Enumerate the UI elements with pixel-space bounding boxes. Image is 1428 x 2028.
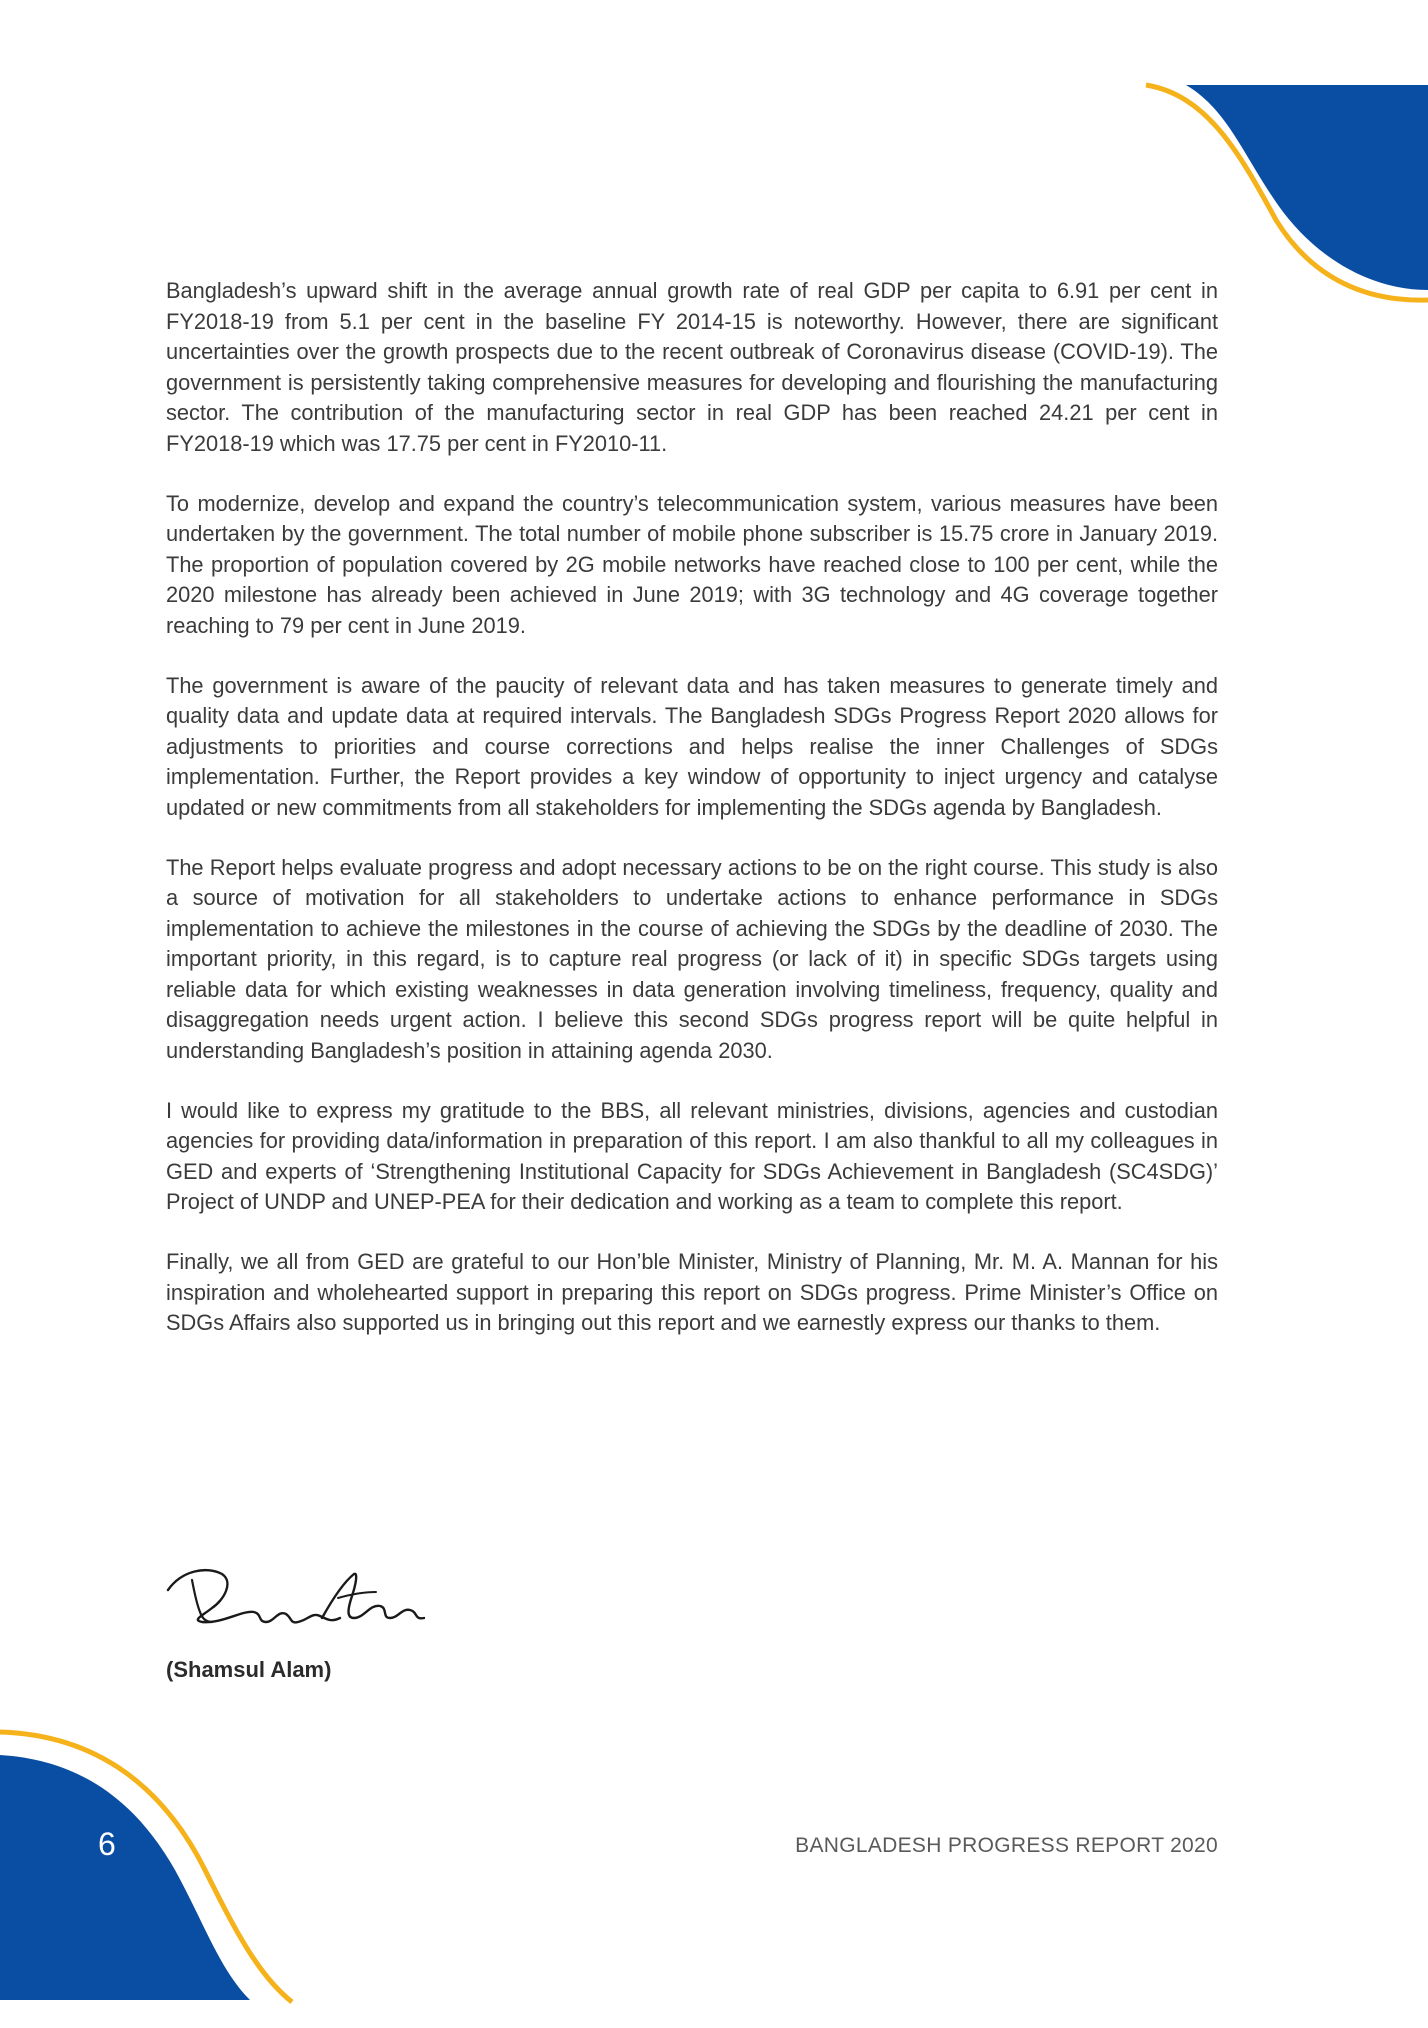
signatory-name: (Shamsul Alam) <box>166 1657 332 1682</box>
blue-wave-shape <box>0 1755 250 2000</box>
footer-report-title: BANGLADESH PROGRESS REPORT 2020 <box>795 1834 1218 1857</box>
paragraph-gratitude: I would like to express my gratitude to the BBS, all relevant ministries, divisions, agencies and custodian agencies for providing data/information in preparation of this report. I am also thankful to all my colleagues in GED and experts of ‘Strengthening Institutional Capacity for SDGs Achievement in Bangladesh (SC4SDG)’ Project of UNDP and UNEP-PEA for their dedication and working as a team to complete this report. <box>166 1097 1218 1215</box>
paragraph-growth: Bangladesh’s upward shift in the average annual growth rate of real GDP per capita to 6.91 per cent in FY2018-19 from 5.1 per cent in the baseline FY 2014-15 is noteworthy. However, there are significant uncertainties over the growth prospects due to the recent outbreak of Coronavirus disease (COVID-19). The government is persistently taking comprehensive measures for developing and flourishing the manufacturing sector. The contribution of the manufacturing sector in real GDP has been reached 24.21 per cent in FY2018-19 which was 17.75 per cent in FY2010-11. <box>166 278 1218 456</box>
handwritten-signature <box>162 1560 434 1632</box>
page-number: 6 <box>98 1826 116 1862</box>
corner-decoration-bottom-left <box>0 1720 310 2028</box>
paragraph-data-quality: The government is aware of the paucity of relevant data and has taken measures to generate timely and quality data and update data at required intervals. The Bangladesh SDGs Progress Report 2020 allows for adjustments to priorities and course corrections and helps realise the inner Challenges of SDGs implementation. Further, the Report provides a key window of opportunity to inject urgency and catalyse updated or new commitments from all stakeholders for implementing the SDGs agenda by Bangladesh. <box>166 672 1218 820</box>
foreword-body <box>166 276 1218 1368</box>
paragraph-acknowledgement: Finally, we all from GED are grateful to our Hon’ble Minister, Ministry of Planning, Mr. M. A. Mannan for his inspiration and wholehearted support in preparing this report on SDGs progress. Prime Minister’s Office on SDGs Affairs also supported us in bringing out this report and we earnestly express our thanks to them. <box>166 1249 1218 1336</box>
paragraph-telecommunication: To modernize, develop and expand the country’s telecommunication system, various measures have been undertaken by the government. The total number of mobile phone subscriber is 15.75 crore in January 2019. The proportion of population covered by 2G mobile networks have reached close to 100 per cent, while the 2020 milestone has already been achieved in June 2019; with 3G technology and 4G coverage together reaching to 79 per cent in June 2019. <box>166 490 1218 638</box>
corner-decoration-top-right <box>1128 0 1428 310</box>
paragraph-progress-evaluation: The Report helps evaluate progress and adopt necessary actions to be on the right course. This study is also a source of motivation for all stakeholders to undertake actions to enhance performance in SDGs implementation to achieve the milestones in the course of achieving the SDGs by the deadline of 2030. The important priority, in this regard, is to capture real progress (or lack of it) in specific SDGs targets using reliable data for which existing weaknesses in data generation involving timeliness, frequency, quality and disaggregation needs urgent action. I believe this second SDGs progress report will be quite helpful in understanding Bangladesh’s position in attaining agenda 2030. <box>166 854 1218 1064</box>
